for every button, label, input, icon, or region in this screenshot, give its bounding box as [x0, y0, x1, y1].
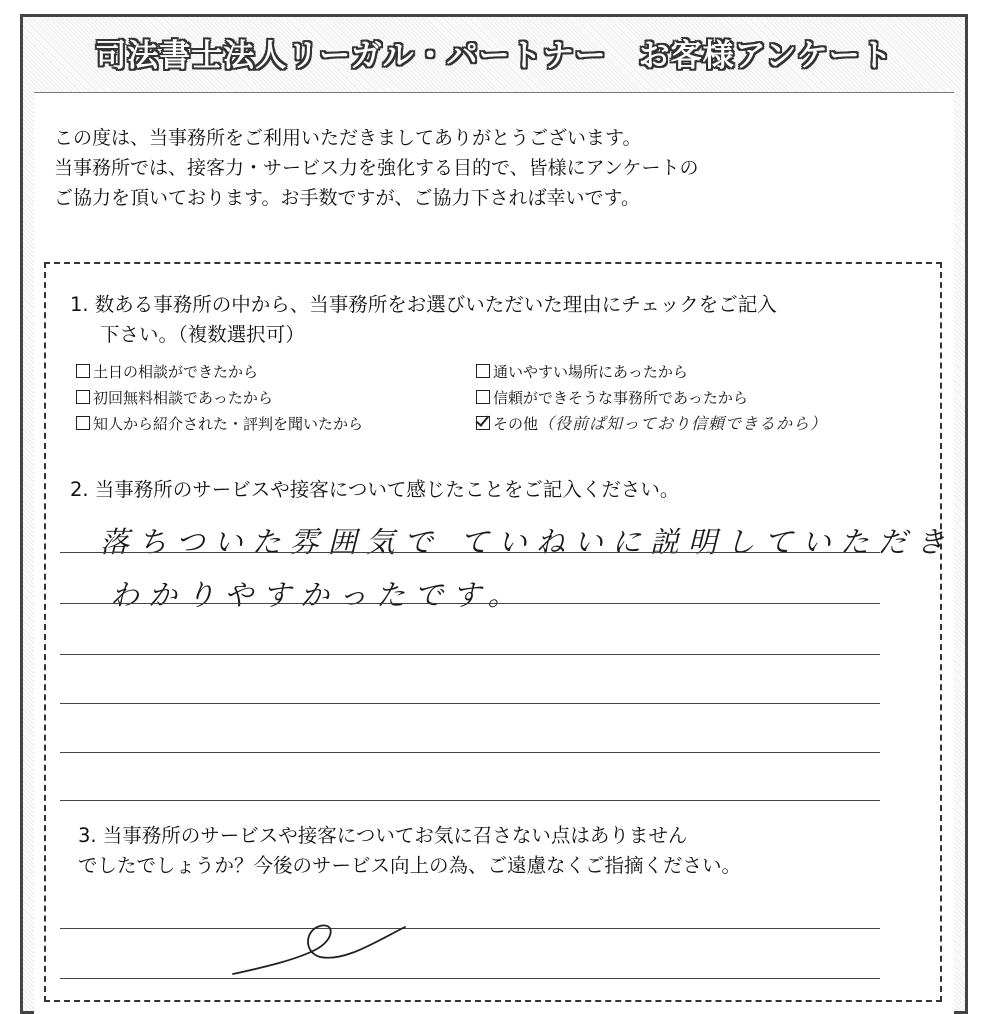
question-2-answer-line-2: わかりやすかったです。 — [110, 578, 526, 612]
answer-rule-line — [60, 654, 880, 655]
answer-rule-line — [60, 752, 880, 753]
option-referral[interactable] — [76, 412, 363, 436]
checked-checkbox-icon[interactable] — [476, 416, 490, 430]
form-title: 司法書士法人リーガル・パートナー お客様アンケート — [95, 37, 893, 74]
checkbox-icon[interactable] — [476, 364, 490, 378]
handwritten-squiggle-mark — [225, 912, 415, 982]
question-2-answer-line-1: 落ちついた雰囲気で ていねいに説明していただき — [100, 525, 954, 559]
option-free-first-consult[interactable] — [76, 386, 273, 410]
answer-rule-line — [60, 800, 880, 801]
option-label: 土日の相談ができたから — [93, 363, 259, 381]
question-1 — [70, 290, 777, 350]
intro-line: 当事務所では、接客力・サービス力を強化する目的で、皆様にアンケートの — [54, 157, 699, 179]
other-reason-handwritten: （役前ぱ知っており信頼できるから） — [538, 414, 828, 433]
intro-line: この度は、当事務所をご利用いただきましてありがとうございます。 — [54, 127, 642, 149]
question-2: 2. 当事務所のサービスや接客について感じたことをご記入ください。 — [70, 478, 680, 501]
intro-line: ご協力を頂いております。お手数ですが、ご協力下されば幸いです。 — [54, 187, 640, 209]
option-label: 知人から紹介された・評判を聞いたから — [93, 415, 364, 433]
question-3 — [78, 821, 741, 881]
option-label: 信頼ができそうな事務所であったから — [493, 389, 748, 407]
question-3-line-2: でしたでしょうか？今後のサービス向上の為、ご遠慮なくご指摘ください。 — [78, 854, 742, 877]
answer-rule-line — [60, 603, 880, 604]
checkbox-icon[interactable] — [476, 390, 490, 404]
checkbox-icon[interactable] — [76, 364, 90, 378]
option-label: 初回無料相談であったから — [93, 389, 273, 407]
option-trustworthy-office[interactable] — [476, 386, 748, 410]
question-1-line-1: 1. 数ある事務所の中から、当事務所をお選びいただいた理由にチェックをご記入 — [70, 293, 777, 316]
option-label: 通いやすい場所にあったから — [493, 363, 688, 381]
answer-rule-line — [60, 978, 880, 979]
checkbox-icon[interactable] — [76, 390, 90, 404]
option-weekend-consult[interactable] — [76, 360, 258, 384]
question-3-line-1: 3. 当事務所のサービスや接客についてお気に召さない点はありません — [78, 824, 688, 847]
option-other[interactable] — [476, 412, 827, 436]
answer-rule-line — [60, 928, 880, 929]
option-convenient-location[interactable] — [476, 360, 688, 384]
answer-rule-line — [60, 552, 880, 553]
question-1-line-2: 下さい。（複数選択可） — [100, 323, 305, 346]
answer-rule-line — [60, 703, 880, 704]
option-label: その他 — [493, 415, 539, 433]
checkbox-icon[interactable] — [76, 416, 90, 430]
